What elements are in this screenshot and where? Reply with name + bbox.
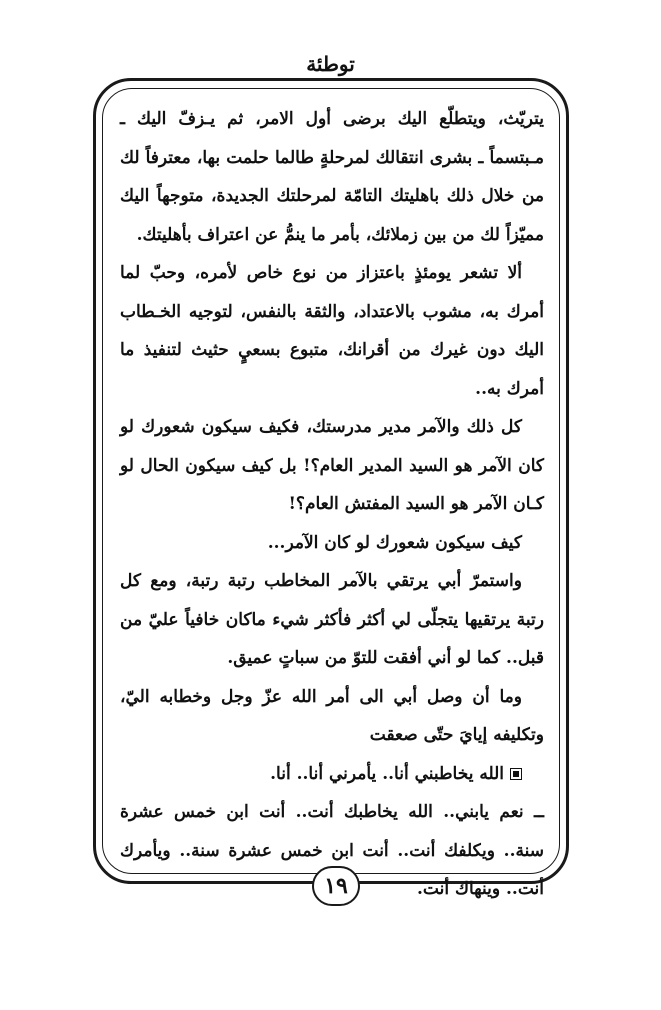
paragraph-7 — [120, 755, 544, 794]
paragraph-7-text: الله يخاطبني أنا.. يأمرني أنا.. أنا. — [270, 763, 504, 784]
running-header-title: توطئة — [306, 52, 355, 76]
paragraph-3: كل ذلك والآمر مدير مدرستك، فكيف سيكون شعورك لو كان الآمر هو السيد المدير العام؟! بل كيف سيكون الحال لو كـان الآمر هو السيد المفتش العام؟! — [120, 417, 544, 514]
body-text — [120, 100, 544, 909]
paragraph-1: يتريّث، ويتطلّع اليك برضى أول الامر، ثم يـزفّ اليك ـ مـبتسماً ـ بشرى انتقالك لمرحلةٍ طالما حلمت بها، معترفاً لك من خلال ذلك باهليتك التامّة لمرحلتك الجديدة، متوجهاً اليك مميّزاً لك من بين زملائك، بأمر ما ينمُّ عن اعتراف بأهليتك. — [120, 109, 544, 245]
paragraph-8: ــ نعم يابني.. الله يخاطبك أنت.. أنت ابن خمس عشرة سنة.. ويكلفك أنت.. أنت ابن خمس عشرة سنة.. ويأمرك أنت.. وينهاك أنت. — [120, 802, 544, 899]
square-bullet-icon — [510, 768, 522, 780]
paragraph-4: كيف سيكون شعورك لو كان الآمر... — [267, 532, 522, 553]
page-number: ١٩ — [312, 866, 360, 906]
paragraph-5: واستمرّ أبي يرتقي بالآمر المخاطب رتبة رتبة، ومع كل رتبة يرتقيها يتجلّى لي أكثر فأكثر شيء ماكان خافياً عليّ من قبل.. كما لو أني أفقت للتوّ من سباتٍ عميق. — [120, 571, 544, 668]
paragraph-2: ألا تشعر يومئذٍ باعتزاز من نوع خاص لأمره، وحبّ لما أمرك به، مشوب بالاعتداد، والثقة بالنفس، لتوجيه الخـطاب اليك دون غيرك من أقرانك، متبوع بسعيٍ حثيث لتنفيذ ما أمرك به.. — [120, 263, 544, 399]
paragraph-6: وما أن وصل أبي الى أمر الله عزّ وجل وخطابه اليّ، وتكليفه إيايَ حتّى صعقت — [120, 686, 544, 745]
